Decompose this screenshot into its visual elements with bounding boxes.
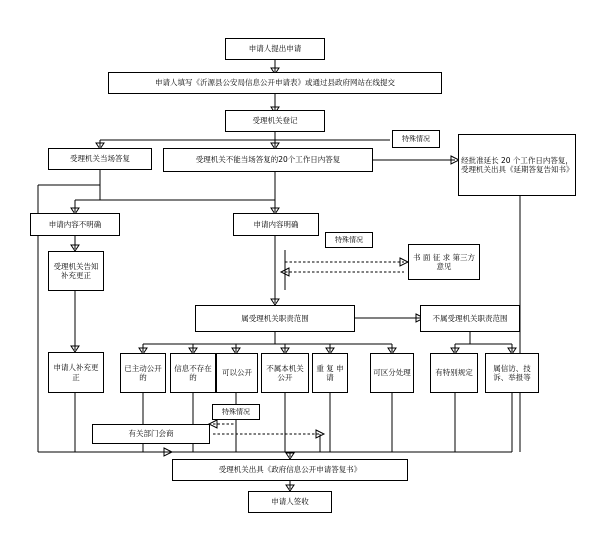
node-applicant-receipt[interactable] bbox=[248, 491, 332, 513]
node-department-consultation[interactable] bbox=[92, 424, 210, 444]
node-label: 信息不存在的 bbox=[174, 363, 212, 382]
node-label: 有关部门会商 bbox=[128, 429, 174, 439]
node-label: 不属本机关公开 bbox=[266, 363, 304, 382]
node-info-not-exist[interactable] bbox=[170, 353, 216, 393]
node-label: 重 复 申 请 bbox=[316, 363, 344, 382]
node-outside-agency-scope[interactable] bbox=[420, 305, 520, 332]
node-label: 申请人提出申请 bbox=[248, 44, 302, 54]
node-content-clear[interactable] bbox=[233, 213, 319, 236]
node-notify-supplement[interactable] bbox=[48, 251, 104, 291]
node-issue-reply-document[interactable] bbox=[172, 459, 408, 481]
node-label: 不属受理机关职责范围 bbox=[432, 313, 508, 323]
node-petition-complaint-report[interactable] bbox=[485, 353, 539, 393]
node-applicant-supplements[interactable] bbox=[48, 352, 104, 393]
node-label: 有特别规定 bbox=[435, 368, 473, 378]
node-label: 申请内容不明确 bbox=[48, 219, 102, 229]
node-label: 可区分处理 bbox=[373, 368, 411, 378]
node-not-this-agency[interactable] bbox=[261, 353, 309, 393]
annotation-special-case-2 bbox=[325, 232, 373, 248]
annotation-label: 特殊情况 bbox=[222, 407, 250, 416]
node-label: 受理机关告知补充更正 bbox=[53, 261, 99, 280]
node-label: 可以公开 bbox=[222, 368, 252, 378]
node-label: 受理机关登记 bbox=[252, 116, 298, 126]
node-can-disclose[interactable] bbox=[216, 353, 258, 393]
node-label: 经批准延长 20 个工作日内答复，受理机关出具《延期答复告知书》 bbox=[461, 155, 574, 174]
node-label: 申请人签收 bbox=[271, 497, 309, 507]
annotation-label: 特殊情况 bbox=[335, 235, 363, 244]
node-fill-application-form[interactable] bbox=[108, 72, 442, 94]
annotation-special-case-3 bbox=[212, 404, 260, 420]
node-already-public[interactable] bbox=[120, 353, 166, 393]
node-onsite-reply[interactable] bbox=[48, 148, 152, 170]
node-within-agency-scope[interactable] bbox=[195, 305, 355, 332]
node-label: 受理机关不能当场答复的20个工作日内答复 bbox=[195, 155, 341, 165]
node-extended-reply-notice[interactable] bbox=[458, 134, 576, 196]
node-label: 受理机关出具《政府信息公开申请答复书》 bbox=[218, 465, 362, 475]
node-label: 书 面 征 求 第三方意见 bbox=[412, 252, 476, 271]
node-label: 受理机关当场答复 bbox=[70, 154, 130, 164]
node-label: 属信访、技诉、举报等 bbox=[493, 363, 531, 382]
node-third-party-written-opinion[interactable] bbox=[408, 244, 480, 280]
node-label: 申请人补充更正 bbox=[53, 363, 99, 382]
node-separable-handling[interactable] bbox=[370, 353, 414, 393]
annotation-label: 特殊情况 bbox=[402, 134, 430, 143]
node-label: 已主动公开的 bbox=[124, 363, 162, 382]
node-duplicate-request[interactable] bbox=[312, 353, 348, 393]
node-agency-registration[interactable] bbox=[225, 110, 325, 132]
node-applicant-submits[interactable] bbox=[225, 38, 325, 60]
node-special-regulation[interactable] bbox=[430, 353, 478, 393]
node-label: 属受理机关职责范围 bbox=[241, 313, 309, 323]
node-reply-within-20-days[interactable] bbox=[163, 148, 373, 172]
node-label: 申请人填写《沂源县公安局信息公开申请表》或通过县政府网站在线提交 bbox=[155, 78, 395, 88]
node-content-unclear[interactable] bbox=[30, 213, 120, 236]
annotation-special-case-1 bbox=[392, 130, 440, 148]
node-label: 申请内容明确 bbox=[253, 219, 299, 229]
